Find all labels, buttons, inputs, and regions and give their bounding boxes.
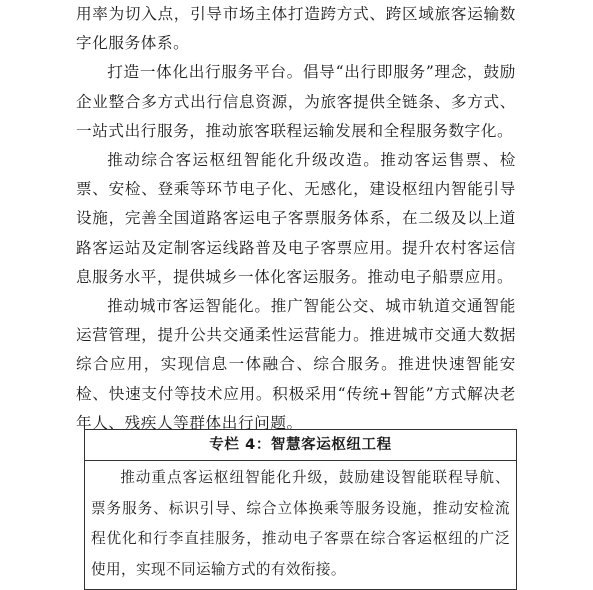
paragraph-hub-upgrade: 推动综合客运枢纽智能化升级改造。推动客运售票、检票、安检、登乘等环节电子化、无感化，建设枢纽内智能引导设施，完善全国道路客运电子客票服务体系，在二级及以上道路客运站及定制客运线路普及电子客票应用。提升农村客运信息服务水平，提供城乡一体化客运服务。推动电子船票应用。: [76, 151, 516, 286]
paragraph-travel-service-platform: 打造一体化出行服务平台。倡导“出行即服务”理念，鼓励企业整合多方式出行信息资源，为旅客提供全链条、多方式、一站式出行服务，推动旅客联程运输发展和全程服务数字化。: [76, 63, 516, 140]
box-paragraph: 推动重点客运枢纽智能化升级，鼓励建设智能联程导航、票务服务、标识引导、综合立体换乘等服务设施，推动安检流程优化和行李直挂服务，推动电子客票在综合客运枢纽的广泛使用，实现不同运输方式的有效衔接。: [91, 469, 510, 578]
paragraph-city-transit: 推动城市客运智能化。推广智能公交、城市轨道交通智能运营管理，提升公共交通柔性运营能力。推进城市交通大数据综合应用，实现信息一体融合、综合服务。推进快速智能安检、快速支付等技术应用。积极采用“传统+智能”方式解决老年人、残疾人等群体出行问题。: [76, 297, 516, 432]
document-body: [76, 0, 516, 438]
sidebar-box: [84, 429, 517, 590]
box-body: [85, 461, 516, 589]
box-title: 专栏 4：智慧客运枢纽工程: [85, 430, 516, 461]
paragraph-continuation: 用率为切入点，引导市场主体打造跨方式、跨区域旅客运输数字化服务体系。: [76, 5, 516, 53]
